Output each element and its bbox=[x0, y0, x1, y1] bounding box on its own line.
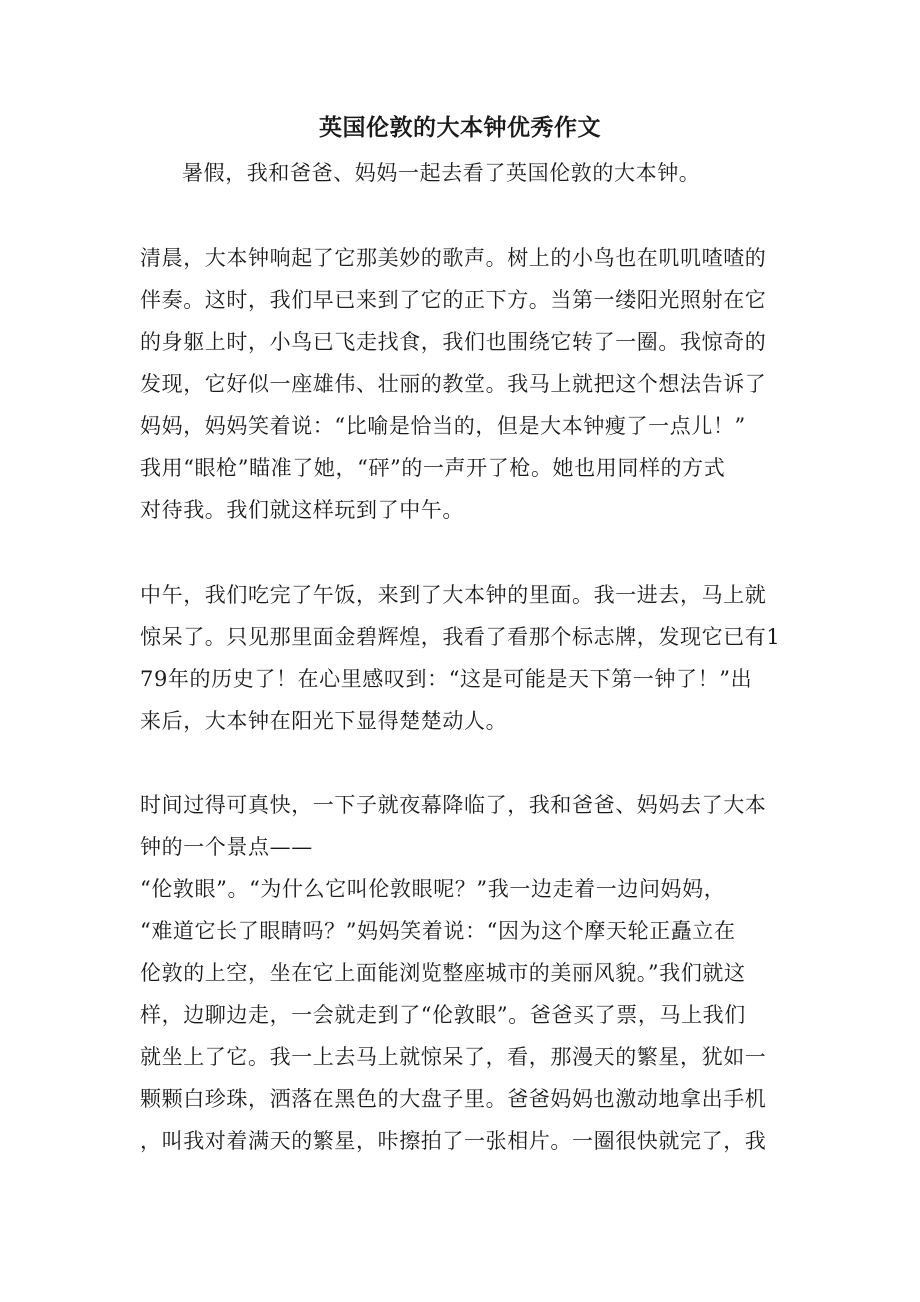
text-line: 来后，大本钟在阳光下显得楚楚动人。 bbox=[140, 709, 508, 733]
text-line: 暑假，我和爸爸、妈妈一起去看了英国伦敦的大本钟。 bbox=[182, 161, 701, 185]
text-line: 对待我。我们就这样玩到了中午。 bbox=[140, 498, 464, 522]
text-line: 清晨，大本钟响起了它那美妙的歌声。树上的小鸟也在叽叽喳喳的 bbox=[140, 246, 767, 270]
text-line: 样，边聊边走，一会就走到了“伦敦眼”。爸爸买了票，马上我们 bbox=[140, 1003, 746, 1027]
text-line: 我用“眼枪”瞄准了她，“砰”的一声开了枪。她也用同样的方式 bbox=[140, 456, 726, 480]
text-line: “伦敦眼”。“为什么它叫伦敦眼呢？”我一边走着一边问妈妈， bbox=[140, 877, 726, 901]
text-line: ，叫我对着满天的繁星，咔擦拍了一张相片。一圈很快就完了，我 bbox=[140, 1129, 767, 1153]
text-line: 79年的历史了！在心里感叹到：“这是可能是天下第一钟了！”出 bbox=[140, 667, 753, 691]
text-line: “难道它长了眼睛吗？”妈妈笑着说：“因为这个摩天轮正矗立在 bbox=[140, 919, 736, 943]
text-line: 发现，它好似一座雄伟、壮丽的教堂。我马上就把这个想法告诉了 bbox=[140, 372, 767, 396]
text-line: 钟的一个景点—— bbox=[140, 835, 313, 859]
text-line: 伦敦的上空，坐在它上面能浏览整座城市的美丽风貌。”我们就这 bbox=[140, 961, 746, 985]
text-line: 就坐上了它。我一上去马上就惊呆了，看，那漫天的繁星，犹如一 bbox=[140, 1045, 767, 1069]
text-line: 中午，我们吃完了午饭，来到了大本钟的里面。我一进去，马上就 bbox=[140, 583, 767, 607]
document-title: 英国伦敦的大本钟优秀作文 bbox=[319, 114, 601, 141]
text-line: 颗颗白珍珠，洒落在黑色的大盘子里。爸爸妈妈也激动地拿出手机 bbox=[140, 1087, 767, 1111]
text-line: 妈妈，妈妈笑着说：“比喻是恰当的，但是大本钟瘦了一点儿！” bbox=[140, 414, 746, 438]
text-line: 伴奏。这时，我们早已来到了它的正下方。当第一缕阳光照射在它 bbox=[140, 288, 767, 312]
text-line: 时间过得可真快，一下子就夜幕降临了，我和爸爸、妈妈去了大本 bbox=[140, 793, 767, 817]
text-line: 的身躯上时，小鸟已飞走找食，我们也围绕它转了一圈。我惊奇的 bbox=[140, 330, 767, 354]
text-line: 惊呆了。只见那里面金碧辉煌，我看了看那个标志牌，发现它已有1 bbox=[140, 625, 781, 649]
